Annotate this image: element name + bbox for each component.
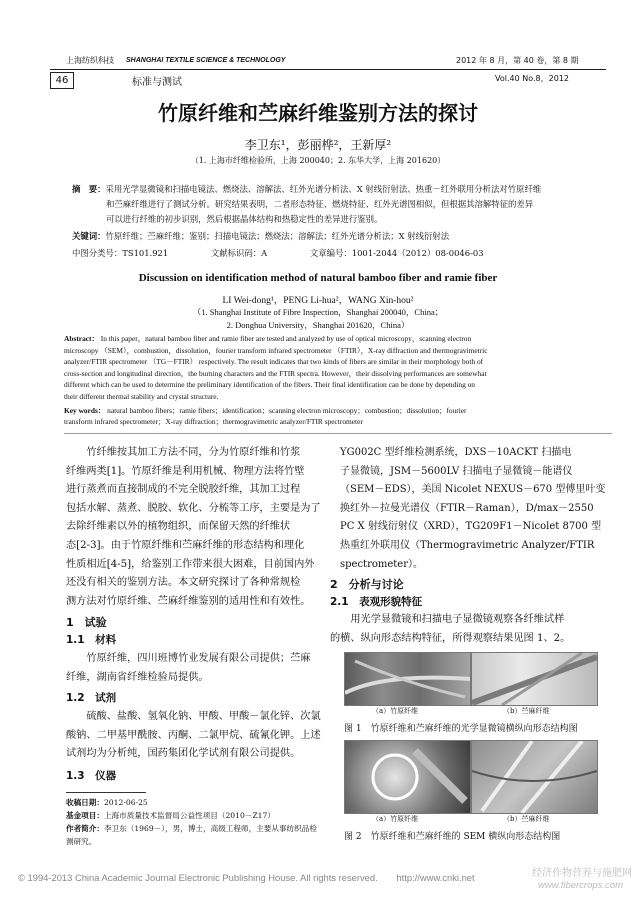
affiliation-cn: （1. 上海市纤维检验所，上海 200040；2. 东华大学，上海 201620） [190,156,446,165]
keywords-en-line: natural bamboo fibers；ramie fibers；identification；scanning electron microscopy；combustion；dissolution；fourier [107,405,467,415]
instruments-line: 子显微镜，JSM－5600LV 扫描电子显微镜－能谱仪 [340,465,573,477]
abstract-cn-line: 采用光学显微镜和扫描电镜法、燃烧法、溶解法、红外光谱分析法、X 射线衍射法、热重－红外联用分析法对竹原纤维 [105,184,542,194]
section-1-2-heading: 1.2 试剂 [66,692,117,704]
intro-line: 包括水解、蒸煮、脱胶、软化、分梳等工序，主要是为了 [66,502,321,514]
materials-paragraph [66,650,311,687]
figure-1b-micrograph [471,652,598,706]
figure-2b-sem [471,740,598,814]
figure-2a-sem [344,740,471,814]
materials-line: 竹原纤维，四川班博竹业发展有限公司提供；苎麻 [66,653,311,664]
abstract-en-line: In this paper，natural bamboo fiber and ramie fiber are tested and analyzed by use of optical microscopy，scanning electron [100,334,472,343]
abstract-en-line: microscopy （SEM），combustion，dissolution，fourier transform infrared spectrometer （FTIR），X-ray diffraction and thermogravimetric [64,345,488,355]
section-2-heading: 2 分析与讨论 [330,578,404,591]
keywords-cn-label: 关键词： [72,231,106,241]
figure-1-caption: 图 1 竹原纤维和苎麻纤维的光学显微镜横纵向形态结构图 [344,724,578,734]
abstract-en-line: cross-section and longitudinal direction，the burning characters and the FTIR spectra. However，their dissolving performances are somewhat [64,368,487,378]
abstract-en-line: different which can be used to determine the preliminary identification of the fibers. Their final identification can be done by depending on [64,380,475,390]
section-1-1-heading: 1.1 材料 [66,634,117,646]
figure-1a-label: （a）竹原纤维 [372,707,419,715]
article-no-label: 文章编号： [309,248,352,258]
fund-text: 上海市质量技术监督局公益性项目（2010－Z17） [103,811,275,820]
clc-value: TS101.921 [122,248,169,258]
section-1-heading: 1 试验 [66,616,107,629]
keywords-en-label: Key words： [64,405,106,415]
abstract-en-line: their different thermal stability and crystal structure. [64,391,219,401]
watermark-cn: 经济作物营养与施肥网 [532,868,632,879]
abstract-cn-label: 摘 要： [72,184,106,194]
affiliation-en-2: 2. Donghua University，Shanghai 201620，China） [226,320,410,330]
issue-en: Vol.40 No.8，2012 [495,74,569,83]
figure-2b-label: （b）苎麻纤维 [503,815,550,823]
intro-line: 去除纤维素以外的植物组织，而保留天然的纤维状 [66,521,291,533]
figure-1b-label: （b）苎麻纤维 [503,707,550,715]
abstract-en [64,333,616,428]
keywords-cn [72,230,612,242]
doc-code-label: 文献标识码： [210,248,262,258]
figure-2-caption: 图 2 竹原纤维和苎麻纤维的 SEM 横纵向形态结构图 [344,832,561,842]
title-cn: 竹原纤维和苎麻纤维鉴别方法的探讨 [158,101,478,125]
author-bio-label: 作者简介： [66,824,104,833]
section-2-1-heading: 2.1 表观形貌特征 [330,596,423,608]
intro-line: 进行蒸煮而直接制成的不完全脱胶纤维，其加工过程 [66,484,301,496]
instruments-line: 换红外－拉曼光谱仪（FTIR－Raman），D/max－2550 [340,502,594,514]
author-bio-text: 测研究。 [66,837,97,846]
morphology-paragraph [330,611,570,648]
intro-line: 性质相近[4-5]，给鉴别工作带来很大困难，目前国内外 [66,558,315,570]
intro-line: 测方法对竹原纤维、苎麻纤维鉴别的适用性和有效性。 [66,595,311,607]
keywords-en-line: transform infrared spectrometer；X-ray diffraction；thermogravimetric analyzer/FTIR spectrometer [64,417,363,427]
footnote-rule [66,792,146,793]
figure-2a-label: （a）竹原纤维 [372,815,419,823]
title-en: Discussion on identification method of natural bamboo fiber and ramie fiber [138,272,498,284]
received-label: 收稿日期： [66,798,104,807]
meta-cn [72,247,612,259]
intro-line: 还没有相关的鉴别方法。本文研究探讨了各种常规检 [66,577,301,589]
section-title: 标准与测试 [132,77,182,88]
clc-label: 中图分类号： [72,248,123,258]
intro-paragraph [66,444,326,611]
abstract-en-label: Abstract： [64,334,99,343]
intro-line: 态[2-3]。由于竹原纤维和苎麻纤维的形态结构和理化 [66,539,305,551]
reagents-line: 试剂均为分析纯，国药集团化学试剂有限公司提供。 [66,748,301,760]
abstract-en-line: analyzer/FTIR spectrometer （TG－FTIR） respectively. The result indicates that two kinds of fibers are similar in their morphology both of [64,357,484,367]
footnote [66,796,330,848]
section-1-3-heading: 1.3 仪器 [66,770,117,782]
intro-line: 纤维两类[1]。竹原纤维是利用机械、物理方法将竹壁 [66,465,305,477]
abstract-cn-line: 和苎麻纤维进行了测试分析。研究结果表明，二者形态特征、燃烧特征、红外光谱图相似，但根据其溶解特征的差异 [106,199,534,209]
abstract-cn [72,182,612,227]
author-bio-text: 李卫东（1969－），男，博士，高级工程师，主要从事纺织品检 [103,824,317,833]
watermark-url: www.fibercrops.com [538,880,623,891]
instruments-line: YG002C 型纤维检测系统，DXS－10ACKT 扫描电 [340,447,572,458]
header-rule [50,69,606,70]
abstract-rule [64,433,612,434]
reagents-line: 硫酸、盐酸、氢氧化钠、甲酸、甲酸－氯化锌、次氯 [66,711,321,722]
affiliation-en-1: （1. Shanghai Institute of Fibre Inspection，Shanghai 200040，China； [192,307,444,317]
materials-line: 纤维，湖南省纤维检验局提供。 [66,671,209,683]
issue-cn: 2012 年 8 月，第 40 卷，第 8 期 [456,56,579,65]
reagents-paragraph [66,708,321,764]
page-number: 46 [50,72,74,89]
abstract-cn-line: 可以进行纤维的初步识别，然后根据晶体结构和热稳定性的差异进行鉴别。 [106,214,383,224]
instruments-line: 热重红外联用仪（Thermogravimetric Analyzer/FTIR [340,539,595,551]
journal-name-en: SHANGHAI TEXTILE SCIENCE & TECHNOLOGY [126,57,286,64]
keywords-cn-text: 竹原纤维；苎麻纤维；鉴别；扫描电镜法；燃烧法；溶解法；红外光谱分析法；X 射线衍射法 [105,231,450,241]
instruments-line: PC X 射线衍射仪（XRD），TG209F1－Nicolet 8700 型 [340,521,602,533]
journal-name-cn: 上海纺织科技 [66,56,114,65]
authors-cn: 李卫东¹，彭丽桦²，王新厚² [244,138,392,152]
article-no-value: 1001-2044（2012）08-0046-03 [351,248,484,258]
intro-line: 竹纤维按其加工方法不同，分为竹原纤维和竹浆 [66,447,301,458]
instruments-line: （SEM－EDS），美国 Nicolet NEXUS－670 型傅里叶变 [340,484,606,496]
instruments-paragraph [340,444,612,574]
doc-code-value: A [261,248,268,258]
morphology-line: 用光学显微镜和扫描电子显微镜观察各纤维试样 [330,614,565,625]
fund-label: 基金项目： [66,811,104,820]
instruments-line: spectrometer）。 [340,558,423,570]
received-date: 2012-06-25 [103,798,148,807]
reagents-line: 酸钠、二甲基甲酰胺、丙酮、二氯甲烷、硫氰化钾。上述 [66,729,321,741]
morphology-line: 的横、纵向形态结构特征，所得观察结果见图 1、2。 [330,632,571,644]
figure-1a-micrograph [344,652,471,706]
authors-en: LI Wei-dong¹，PENG Li-hua²，WANG Xin-hou² [222,296,414,306]
copyright-footer: © 1994-2013 China Academic Journal Electronic Publishing House. All rights reserved. http://www.cnki.net [18,872,475,883]
